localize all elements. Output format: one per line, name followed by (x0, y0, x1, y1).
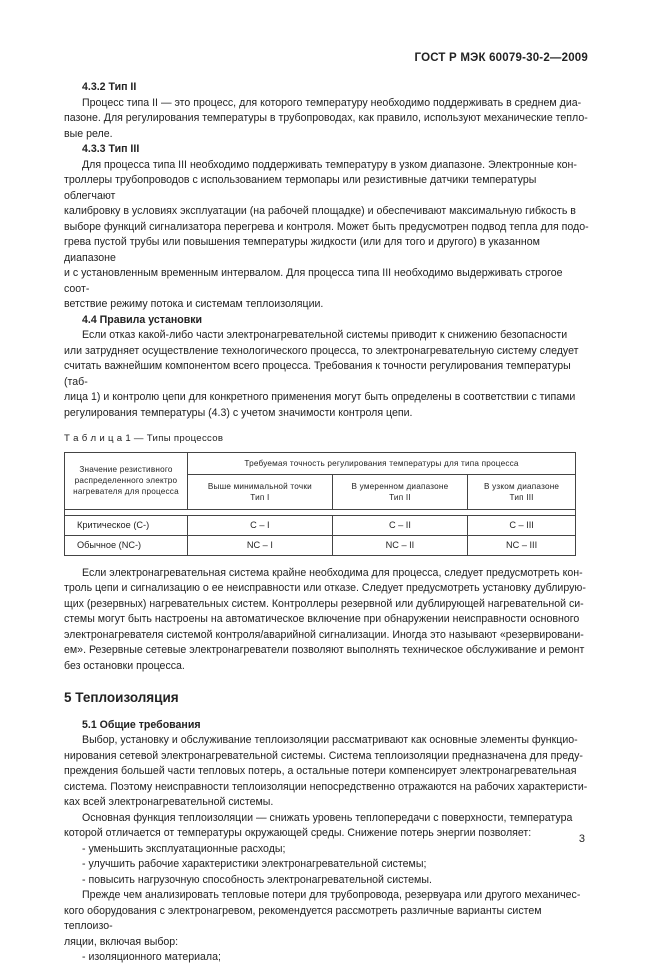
table-row (65, 535, 576, 555)
header-line: В умеренном диапазоне (351, 481, 449, 491)
table-header-type2 (332, 474, 467, 509)
table-caption: Т а б л и ц а 1 — Типы процессов (64, 433, 224, 444)
text-line: которой отличается от температуры окружающей среды. Снижение потерь энергии позволяет: (64, 827, 532, 839)
page-number: 3 (578, 833, 585, 845)
header-line: Выше минимальной точки (207, 481, 312, 491)
paragraph-4-4 (64, 328, 590, 421)
paragraph-5-1-a (64, 733, 590, 811)
header-line: Тип I (250, 492, 270, 502)
text-line: лица 1) и контролю цепи для конкретного применения могут быть определены в соответствии с типами (64, 391, 576, 403)
text-line: Процесс типа II — это процесс, для которого температуру необходимо поддерживать в среднем диа- (82, 96, 582, 109)
text-line: регулирования температуры (4.3) с учетом значимости контроля цепи. (64, 406, 413, 419)
text-line: пазоне. Для регулирования температуры в трубопроводах, как правило, используют механические тепло- (64, 112, 588, 124)
text-line: грева пустой трубы или повышения температуры жидкости (или для того и другого) в указанном диапазоне (64, 236, 540, 264)
text-line: троллеры трубопроводов с использованием термопары или резистивные датчики температуры облегчают (64, 174, 537, 202)
text-line: Выбор, установку и обслуживание теплоизоляции рассматривают как основные элементы функцио- (82, 734, 578, 746)
text-line: преждения большей части тепловых потерь, а остальные потери компенсирует электронагревательная (64, 765, 577, 777)
text-line: вые реле. (64, 127, 113, 140)
table-header-resistive (65, 452, 188, 509)
text-line: Основная функция теплоизоляции — снижать уровень теплопередачи с поверхности, температура (82, 811, 573, 824)
list-item: - уменьшить эксплуатационные расходы; (82, 842, 286, 855)
text-line: без остановки процесса. (64, 659, 185, 672)
table-cell: NC – II (332, 535, 467, 555)
section-5-title: 5 Теплоизоляция (64, 690, 179, 705)
page-content (64, 80, 590, 966)
list-item: - улучшить рабочие характеристики электронагревательной системы; (82, 858, 427, 870)
table-cell: С – III (468, 515, 576, 535)
header-line: Тип II (389, 492, 411, 502)
text-line: ветствие режиму потока и системам теплоизоляции. (64, 298, 324, 310)
table-header-type1 (188, 474, 333, 509)
header-line: нагревателя для процесса (73, 487, 179, 496)
paragraph-5-1-b (64, 811, 590, 889)
paragraph-after-table (64, 566, 590, 675)
table-cell: Обычное (NC-) (65, 535, 188, 555)
table-cell: С – I (188, 515, 333, 535)
text-line: считать важнейшим компонентом всего процесса. Требования к точности регулирования температуры (таб- (64, 360, 571, 388)
paragraph-4-3-3 (64, 158, 590, 313)
table-header-type3 (468, 474, 576, 509)
text-line: стемы могут быть настроены на автоматическое включение при обнаружении неисправности основного (64, 613, 580, 625)
text-line: кого оборудования с электронагревом, рекомендуется рассмотреть различные варианты систем теплоизо- (64, 904, 542, 932)
paragraph-5-1-c (64, 888, 590, 966)
table-row (65, 515, 576, 535)
text-line: или затрудняет осуществление технологического процесса, то электронагревательную систему следует (64, 344, 579, 357)
text-line: троль цепи и сигнализацию о ее неисправности или отказе. Следует предусмотреть установку дублирую- (64, 582, 586, 594)
header-line: В узком диапазоне (483, 481, 560, 491)
heading-4-3-2: 4.3.2 Тип II (82, 81, 137, 93)
paragraph-4-3-2 (64, 96, 590, 143)
header-line: Тип III (509, 492, 534, 502)
text-line: система. Поэтому неисправности теплоизоляции непосредственно отражаются на рабочих характеристи- (64, 780, 588, 793)
table-cell: С – II (332, 515, 467, 535)
list-item: - повысить нагрузочную способность электронагревательной системы. (82, 873, 432, 886)
table-cell: Критическое (С-) (65, 515, 188, 535)
table-cell: NC – III (468, 535, 576, 555)
text-line: калибровку в условиях эксплуатации (на рабочей площадке) и обеспечивают максимальную гибкость в (64, 205, 576, 217)
heading-4-3-3: 4.3.3 Тип III (82, 143, 140, 155)
text-line: нирования сетевой электронагревательной системы. Система теплоизоляции предназначена для преду- (64, 749, 583, 762)
process-types-table (64, 452, 576, 556)
text-line: ках всей электронагревательной системы. (64, 796, 274, 808)
text-line: щих (резервных) нагревательных систем. Контроллеры резервной или дублирующей нагревательной си- (64, 597, 584, 610)
text-line: ляции, включая выбор: (64, 935, 179, 948)
text-line: ем». Резервные сетевые электронагреватели позволяют выполнять техническое обслуживание и ремонт (64, 644, 585, 656)
document-header: ГОСТ Р МЭК 60079-30-2—2009 (414, 52, 588, 64)
text-line: Если электронагревательная система крайне необходима для процесса, следует предусмотреть кон- (82, 566, 583, 579)
header-line: Значение резистивного (79, 465, 173, 474)
text-line: выборе функций сигнализатора перегрева и контроля. Может быть предусмотрен подвод тепла для подо- (64, 220, 589, 233)
header-line: распределенного электро (74, 476, 178, 485)
text-line: Если отказ какой-либо части электронагревательной системы приводит к снижению безопасности (82, 329, 568, 341)
text-line: Прежде чем анализировать тепловые потери для трубопровода, резервуара или другого механичес- (82, 889, 581, 901)
heading-4-4: 4.4 Правила установки (82, 313, 203, 326)
text-line: электронагревателя системой контроля/аварийной сигнализации. Иногда это называют «резервировани- (64, 628, 584, 641)
heading-5-1: 5.1 Общие требования (82, 718, 201, 731)
list-item: - изоляционного материала; (82, 951, 221, 963)
table-cell: NC – I (188, 535, 333, 555)
text-line: Для процесса типа III необходимо поддерживать температуру в узком диапазоне. Электронные кон- (82, 158, 577, 171)
table-header-group: Требуемая точность регулирования температуры для типа процесса (188, 452, 576, 474)
text-line: и с установленным временным интервалом. Для процесса типа III необходимо выдерживать строгое соот- (64, 267, 563, 295)
